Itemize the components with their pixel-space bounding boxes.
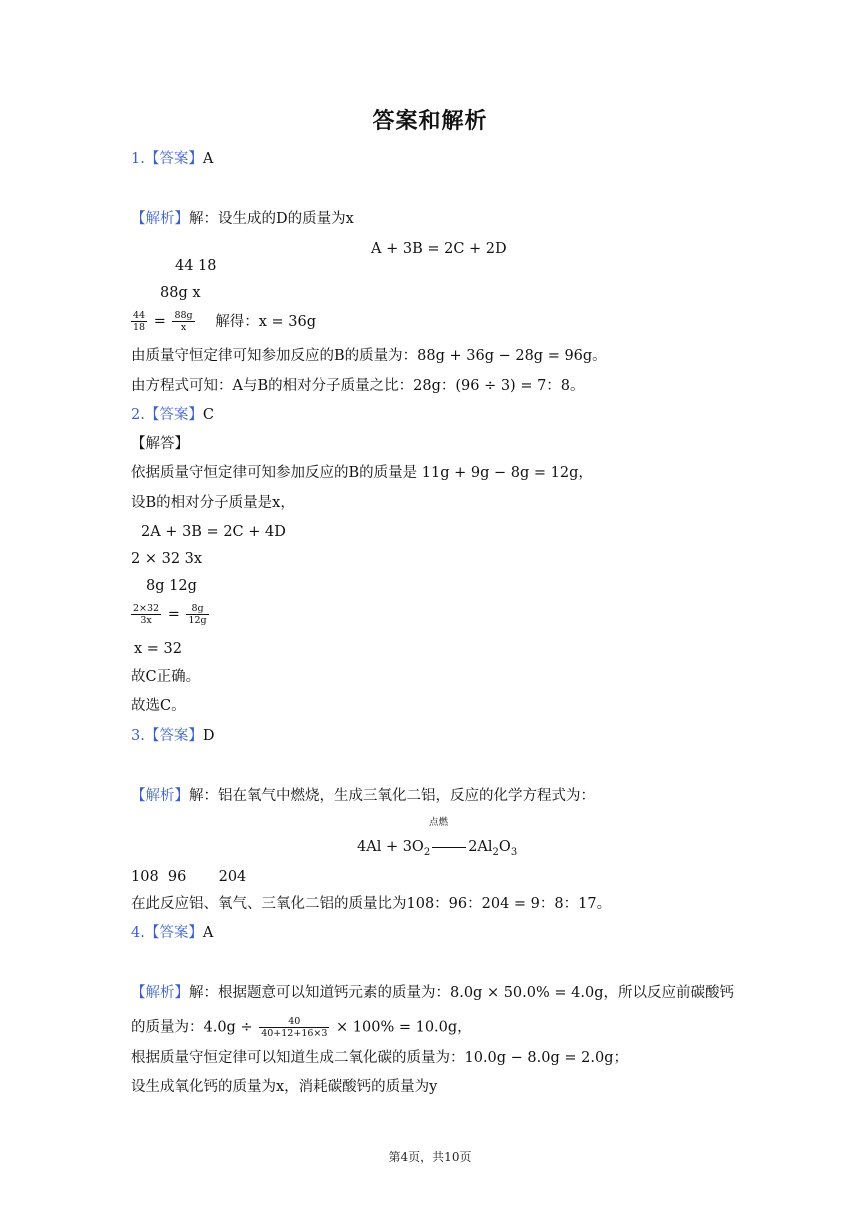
q2-number: 2. (131, 407, 145, 423)
q1-conclusion-2: 由方程式可知：A与B的相对分子质量之比：28g：(96 ÷ 3) = 7：8。 (131, 378, 585, 394)
q1-fraction-2: $\frac{88g}{x}$ (174, 310, 193, 333)
q4-number: 4. (131, 925, 145, 941)
page-title: 答案和解析 (372, 109, 488, 134)
q1-fraction-1: $\frac{44}{18}$ (133, 310, 146, 333)
q3-number: 3. (131, 728, 145, 744)
q1-proportion: $\frac{44}{18}$ = $\frac{88g}{x}$ 解得：x = 36g (133, 310, 317, 333)
q3-explanation-tag: 【解析】 (131, 788, 189, 804)
q4-line-2: 的质量为：4.0g ÷ $\frac{40}{40+12+16\times 3}$ × 100% = 10.0g， (131, 1016, 472, 1039)
q3-answer: D (202, 728, 215, 744)
q2-line-3: 故C正确。 (131, 669, 201, 685)
q1-answer-tag: 【答案】 (144, 151, 203, 167)
q4-answer: A (202, 925, 214, 941)
q2-solution-tag: 【解答】 (131, 436, 189, 452)
q2-result: x = 32 (134, 641, 182, 657)
q2-line-1: 依据质量守恒定律可知参加反应的B的质量是 11g + 9g − 8g = 12g， (131, 465, 593, 481)
q3-mass-row: 108 96 204 (131, 869, 247, 885)
q2-line-4: 故选C。 (131, 698, 186, 714)
q4-answer-tag: 【答案】 (144, 925, 203, 941)
q3-answer-line (131, 726, 214, 746)
q3-conclusion: 在此反应铝、氧气、三氧化二铝的质量比为108：96：204 = 9：8：17。 (131, 896, 612, 912)
q3-equation: $4Al + 3O_2$ $2Al_2O_3$ (357, 839, 518, 858)
q1-number: 1. (131, 151, 145, 167)
q2-equation: 2A + 3B = 2C + 4D (141, 524, 286, 540)
q1-conclusion-1: 由质量守恒定律可知参加反应的B的质量为：88g + 36g − 28g = 96g。 (131, 348, 607, 364)
page-footer: 第4页，共10页 (388, 1150, 472, 1164)
q1-text: 解：设生成的D的质量为x (189, 211, 354, 227)
q2-line-2: 设B的相对分子质量是x， (131, 495, 295, 511)
q4-line-3: 根据质量守恒定律可以知道生成二氧化碳的质量为：10.0g − 8.0g = 2.0g； (131, 1050, 628, 1066)
q2-mass-row1: 2 × 32 3x (131, 551, 203, 567)
q1-explanation-line (131, 209, 354, 229)
q4-answer-line (131, 923, 213, 943)
q1-mass-row2: 88g x (160, 285, 201, 301)
q4-explanation-tag: 【解析】 (131, 985, 189, 1001)
q1-answer-line (131, 149, 213, 169)
q4-fraction: $\frac{40}{40+12+16\times 3}$ (261, 1016, 328, 1039)
q4-text: 解：根据题意可以知道钙元素的质量为：8.0g × 50.0% = 4.0g，所以反应前碳酸钙 (189, 985, 734, 1001)
q1-explanation-tag: 【解析】 (131, 211, 189, 227)
q2-fraction-1: $\frac{2\times 32}{3x}$ (133, 603, 160, 626)
q4-explanation-line (131, 983, 734, 1003)
q3-explanation-line (131, 786, 595, 806)
q2-answer: C (202, 407, 214, 423)
q3-text: 解：铝在氧气中燃烧，生成三氧化二铝，反应的化学方程式为： (189, 788, 595, 804)
q2-answer-tag: 【答案】 (144, 407, 203, 423)
q2-fraction-2: $\frac{8g}{12g}$ (188, 603, 207, 626)
q3-reaction-condition: 点燃 (429, 817, 449, 828)
q3-answer-tag: 【答案】 (144, 728, 203, 744)
q1-solve: 解得：x = 36g (215, 313, 317, 330)
q4-line-4: 设生成氧化钙的质量为x，消耗碳酸钙的质量为y (131, 1079, 438, 1095)
q1-equation: A + 3B = 2C + 2D (371, 241, 507, 257)
q2-mass-row2: 8g 12g (146, 578, 197, 594)
q2-proportion: $\frac{2\times 32}{3x}$ = $\frac{8g}{12g}$ (133, 603, 207, 626)
q1-mass-row1: 44 18 (175, 258, 217, 274)
reaction-line (432, 847, 466, 848)
q2-answer-line (131, 405, 214, 425)
q1-answer: A (202, 151, 214, 167)
